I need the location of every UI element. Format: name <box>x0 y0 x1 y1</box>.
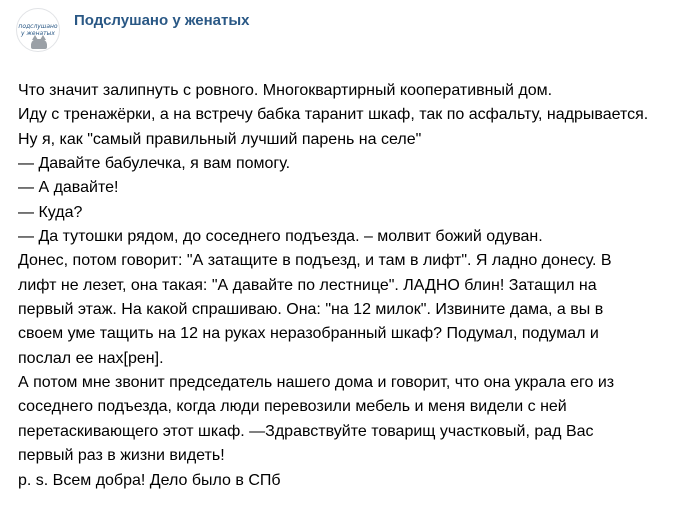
group-name-link[interactable]: Подслушано у женатых <box>74 12 250 29</box>
post-line: А потом мне звонит председатель нашего дома и говорит, что она украла его из <box>18 374 615 392</box>
avatar-text-line2: у женатых <box>21 30 55 37</box>
post-line: соседнего подъезда, когда люди перевозили мебель и меня видели с ней <box>18 398 567 416</box>
post-line: лифт не лезет, она такая: "А давайте по лестнице". ЛАДНО блин! Затащил на <box>18 276 597 294</box>
post-line: Ну я, как "самый правильный лучший парень на селе" <box>18 130 422 148</box>
post-line: своем уме тащить на 12 на руках неразобранный шкаф? Подумал, подумал и <box>18 325 599 343</box>
post-line: Донес, потом говорит: "А затащите в подъезд, и там в лифт". Я ладно донесу. В <box>18 252 612 270</box>
avatar-text-line1: подслушано <box>18 23 58 30</box>
post-text <box>18 79 694 493</box>
post-line: перетаскивающего этот шкаф. —Здравствуйте товарищ участковый, рад Вас <box>18 422 594 440</box>
post-line: p. s. Всем добра! Дело было в СПб <box>18 471 281 489</box>
post-line: — Давайте бабулечка, я вам помогу. <box>18 155 291 173</box>
post-line: — А давайте! <box>18 179 119 197</box>
group-avatar[interactable] <box>16 8 60 52</box>
post-line: послал ее нах[рен]. <box>18 349 164 367</box>
post-line: — Да тутошки рядом, до соседнего подъезда. – молвит божий одуван. <box>18 228 543 246</box>
post-line: первый раз в жизни видеть! <box>18 447 225 465</box>
cat-icon <box>31 39 47 49</box>
post-line: — Куда? <box>18 203 83 221</box>
post-line: первый этаж. На какой спрашиваю. Она: "на 12 милок". Извините дама, а вы в <box>18 301 604 319</box>
post-header <box>16 8 250 56</box>
post-line: Что значит залипнуть с ровного. Многоквартирный кооперативный дом. <box>18 82 553 99</box>
post-line: Иду с тренажёрки, а на встречу бабка таранит шкаф, так по асфальту, надрывается. <box>18 106 649 124</box>
